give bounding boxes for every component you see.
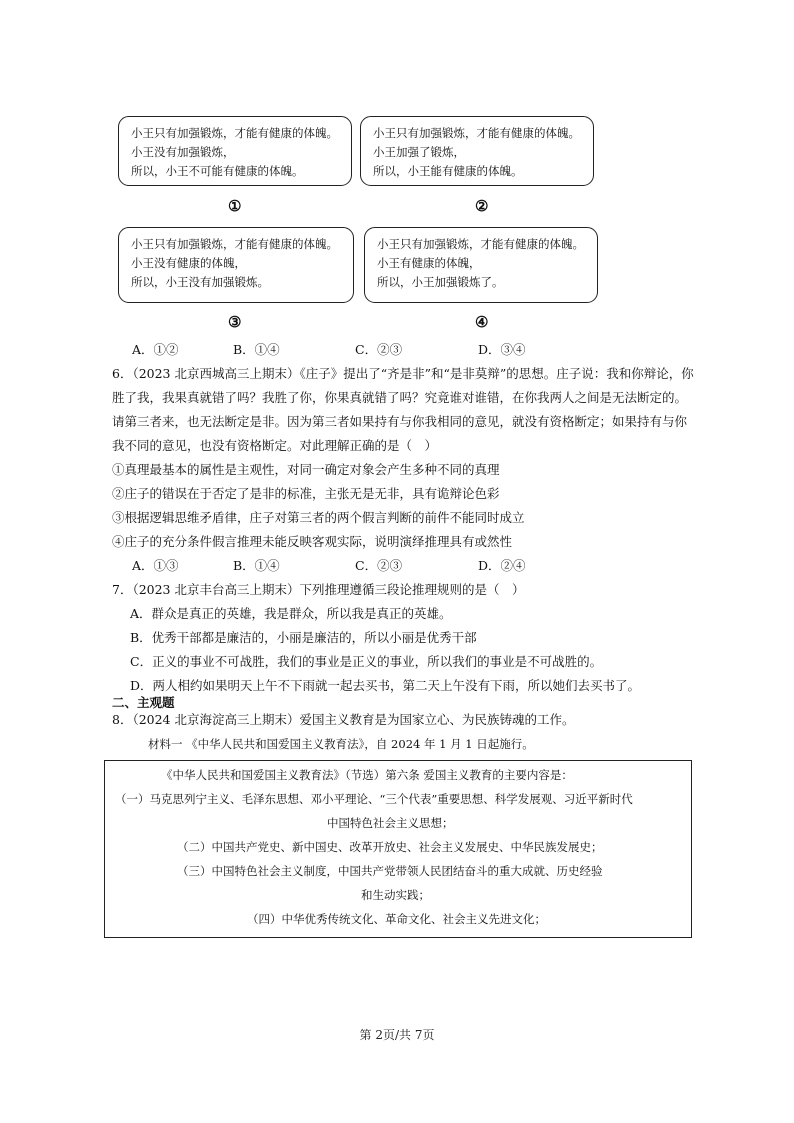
q7-option-d: D．两人相约如果明天上午不下雨就一起去买书，第二天上午没有下雨，所以她们去买书了。 bbox=[130, 678, 641, 693]
box-line: 小王只有加强锻炼，才能有健康的体魄。 bbox=[131, 126, 338, 140]
q7-stem: 7．（2023 北京丰台高三上期末）下列推理遵循三段论推理规则的是（ ） bbox=[112, 582, 525, 597]
q6-option-c: C．②③ bbox=[355, 558, 403, 573]
q5-option-b: B．①④ bbox=[233, 342, 280, 357]
q6-stem-line-2: 胜了我，我果真就错了吗？我胜了你，你果真就错了吗？究竟谁对谁错，在你我两人之间是无法断定的。 bbox=[112, 390, 688, 405]
box-line: 小王只有加强锻炼，才能有健康的体魄。 bbox=[373, 126, 580, 140]
material-line-4: （二）中国共产党史、新中国史、改革开放史、社会主义发展史、中华民族发展史； bbox=[177, 840, 603, 854]
material-line-7: （四）中华优秀传统文化、革命文化、社会主义先进文化； bbox=[247, 912, 546, 926]
box-label-3: ③ bbox=[228, 313, 242, 331]
box-line: 小王只有加强锻炼，才能有健康的体魄。 bbox=[377, 237, 584, 251]
material-box bbox=[104, 760, 692, 938]
box-label-2: ② bbox=[475, 197, 489, 215]
section-heading: 二、主观题 bbox=[112, 695, 175, 710]
box-line: 所以，小王没有加强锻炼。 bbox=[131, 275, 269, 289]
q5-option-a: A．①② bbox=[132, 342, 179, 357]
q6-option-d: D．②④ bbox=[478, 558, 526, 573]
syllogism-box-4 bbox=[364, 227, 598, 303]
box-line: 小王没有加强锻炼， bbox=[131, 145, 235, 159]
q8-stem: 8．（2024 北京海淀高三上期末）爱国主义教育是为国家立心、为民族铸魂的工作。 bbox=[112, 712, 575, 727]
box-line: 小王没有健康的体魄， bbox=[131, 256, 246, 270]
q6-stem-line-4: 我不同的意见，也没有资格断定。对此理解正确的是（ ） bbox=[112, 438, 438, 453]
q7-option-a: A．群众是真正的英雄，我是群众，所以我是真正的英雄。 bbox=[130, 606, 452, 621]
q6-item-2: ②庄子的错误在于否定了是非的标准，主张无是无非，具有诡辩论色彩 bbox=[112, 486, 500, 501]
material-line-6: 和生动实践； bbox=[361, 888, 430, 902]
box-line: 所以，小王能有健康的体魄。 bbox=[373, 164, 523, 178]
q6-option-b: B．①④ bbox=[233, 558, 280, 573]
q6-option-a: A．①③ bbox=[132, 558, 179, 573]
syllogism-box-3 bbox=[118, 227, 354, 303]
box-line: 小王只有加强锻炼，才能有健康的体魄。 bbox=[131, 237, 338, 251]
box-line: 所以，小王不可能有健康的体魄。 bbox=[131, 164, 304, 178]
q6-item-1: ①真理最基本的属性是主观性，对同一确定对象会产生多种不同的真理 bbox=[112, 462, 500, 477]
box-line: 小王加强了锻炼， bbox=[373, 145, 465, 159]
q5-option-c: C．②③ bbox=[355, 342, 403, 357]
material-line-3: 中国特色社会主义思想； bbox=[327, 816, 454, 830]
box-line: 小王有健康的体魄， bbox=[377, 256, 481, 270]
material-line-1: 《中华人民共和国爱国主义教育法》（节选）第六条 爱国主义教育的主要内容是： bbox=[161, 768, 573, 782]
q7-option-c: C．正义的事业不可战胜，我们的事业是正义的事业，所以我们的事业是不可战胜的。 bbox=[130, 654, 603, 669]
box-label-4: ④ bbox=[475, 313, 489, 331]
q6-stem-line-3: 请第三者来，也无法断定是非。因为第三者如果持有与你我相同的意见，就没有资格断定；如果持有与你 bbox=[112, 414, 688, 429]
q6-stem-line-1: 6．（2023 北京西城高三上期末）《庄子》提出了“齐是非”和“是非莫辩”的思想。庄子说：我和你辩论，你 bbox=[112, 366, 694, 381]
material-line-5: （三）中国特色社会主义制度，中国共产党带领人民团结奋斗的重大成就、历史经验 bbox=[177, 864, 603, 878]
q6-item-3: ③根据逻辑思维矛盾律，庄子对第三者的两个假言判断的前件不能同时成立 bbox=[112, 510, 525, 525]
box-label-1: ① bbox=[228, 197, 242, 215]
q5-option-d: D．③④ bbox=[478, 342, 526, 357]
q6-item-4: ④庄子的充分条件假言推理未能反映客观实际，说明演绎推理具有或然性 bbox=[112, 534, 513, 549]
box-line: 所以，小王加强锻炼了。 bbox=[377, 275, 504, 289]
material-line-2: （一）马克思列宁主义、毛泽东思想、邓小平理论、“三个代表”重要思想、科学发展观、习近平新时代 bbox=[115, 792, 633, 806]
syllogism-box-2 bbox=[360, 116, 594, 186]
q8-material-intro: 材料一 《中华人民共和国爱国主义教育法》，自 2024 年 1 月 1 日起施行。 bbox=[148, 737, 534, 751]
q7-option-b: B．优秀干部都是廉洁的，小丽是廉洁的，所以小丽是优秀干部 bbox=[130, 630, 477, 645]
syllogism-box-1 bbox=[118, 116, 352, 186]
page-footer: 第 2页/共 7页 bbox=[359, 1028, 435, 1042]
